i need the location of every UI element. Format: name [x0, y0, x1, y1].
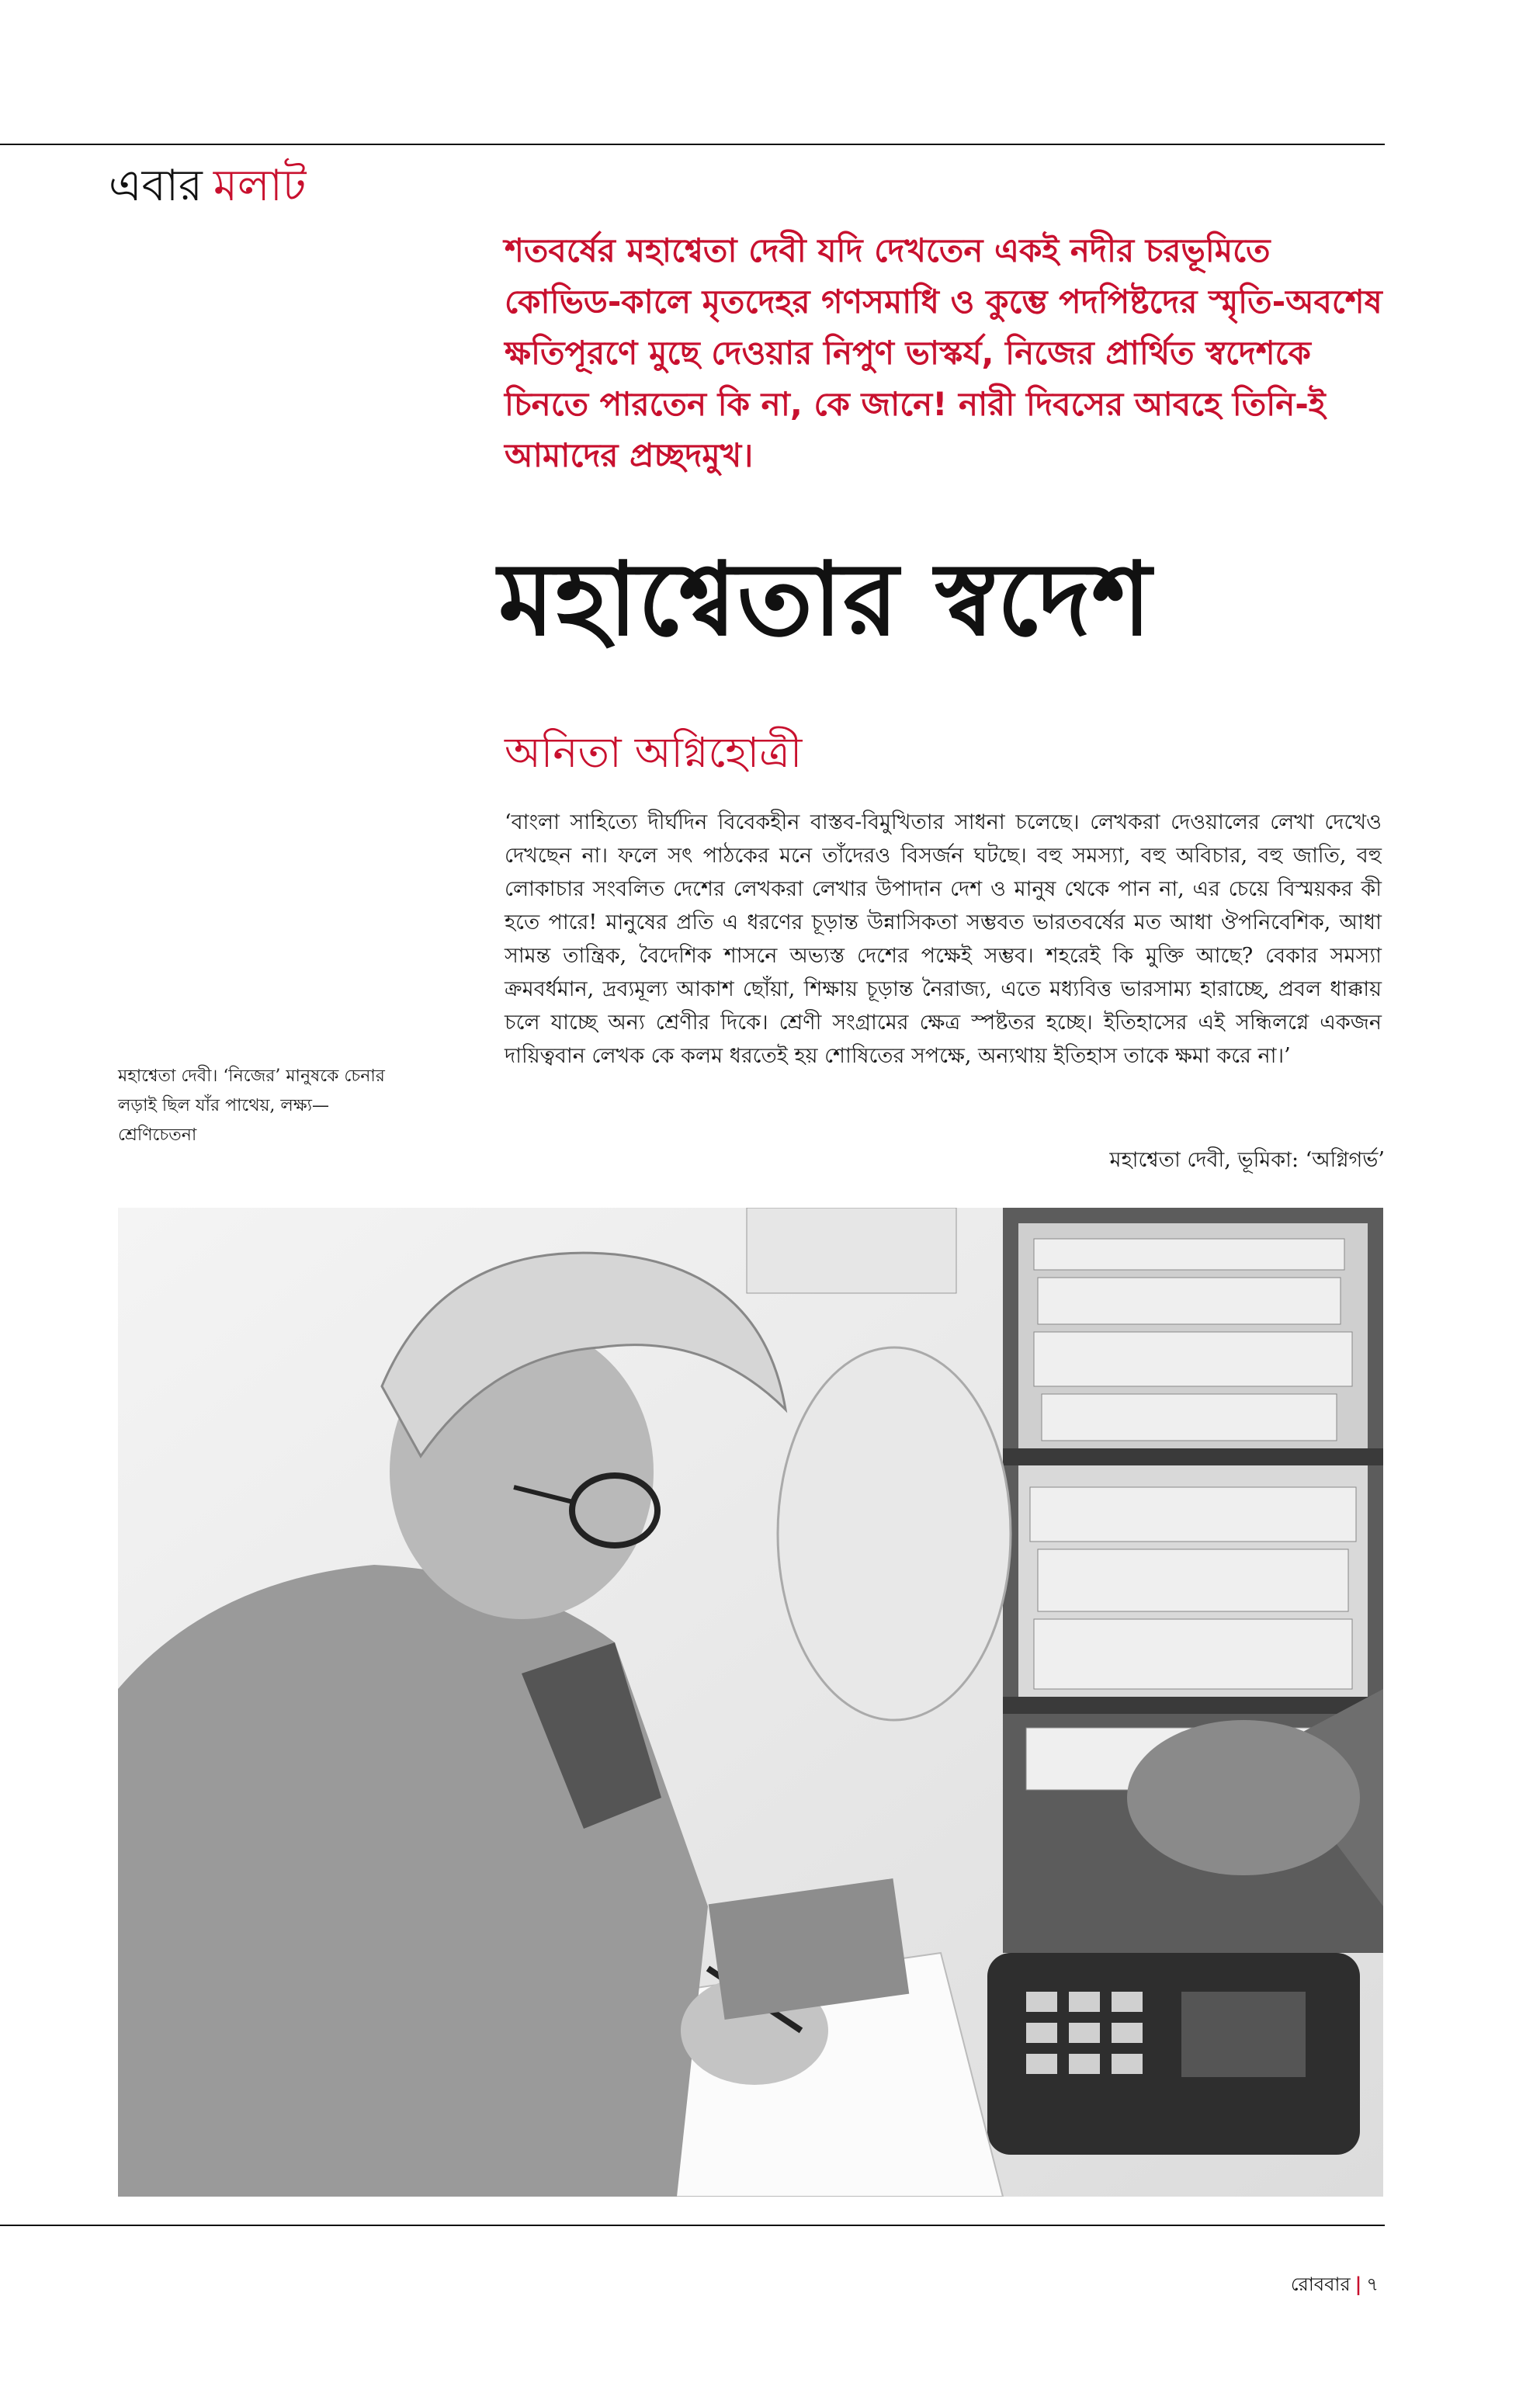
- bottom-rule: [0, 2225, 1385, 2226]
- photo-caption: মহাশ্বেতা দেবী। ‘নিজের’ মানুষকে চেনার লড়াই ছিল যাঁর পাথেয়, লক্ষ্য— শ্রেণিচেতনা: [118, 1066, 385, 1145]
- magazine-name: রোববার: [1290, 2273, 1351, 2295]
- page-folio: [1291, 2270, 1379, 2301]
- author-photo: [118, 1208, 1383, 2197]
- section-label: [109, 161, 307, 211]
- top-rule: [0, 144, 1385, 145]
- quote-source: মহাশ্বেতা দেবী, ভূমিকা: ‘অগ্নিগর্ভ’: [1109, 1148, 1385, 1172]
- standfirst: শতবর্ষের মহাশ্বেতা দেবী যদি দেখতেন একই নদীর চরভূমিতে কোভিড-কালে মৃতদেহর গণসমাধি ও কুম্ভে পদপিষ্টদের স্মৃতি-অবশেষ ক্ষতিপূরণে মুছে দেওয়ার নিপুণ ভাস্কর্য, নিজের প্রার্থিত স্বদেশকে চিনতে পারতেন কি না, কে জানে! নারী দিবসের আবহে তিনি-ই আমাদের প্রচ্ছদমুখ।: [505, 231, 1382, 474]
- page-number: ৭: [1366, 2273, 1379, 2295]
- section-name: মলাট: [213, 161, 307, 211]
- epigraph-quote: ‘বাংলা সাহিত্যে দীর্ঘদিন বিবেকহীন বাস্তব-বিমুখিতার সাধনা চলেছে। লেখকরা দেওয়ালের লেখা দেখেও দেখছেন না। ফলে সৎ পাঠকের মনে তাঁদেরও বিসর্জন ঘটছে। বহু সমস্যা, বহু অবিচার, বহু জাতি, বহু লোকাচার সংবলিত দেশের লেখকরা লেখার উপাদান দেশ ও মানুষ থেকে পান না, এর চেয়ে বিস্ময়কর কী হতে পারে! মানুষের প্রতি এ ধরণের চূড়ান্ত উন্নাসিকতা সম্ভবত ভারতবর্ষের মত আধা ঔপনিবেশিক, আধা সামন্ত তান্ত্রিক, বৈদেশিক শাসনে অভ্যস্ত দেশের পক্ষেই সম্ভব। শহরেই কি মুক্তি আছে? বেকার সমস্যা ক্রমবর্ধমান, দ্রব্যমূল্য আকাশ ছোঁয়া, শিক্ষায় চূড়ান্ত নৈরাজ্য, এতে মধ্যবিত্ত ভারসাম্য হারাচ্ছে, প্রবল ধাক্কায় চলে যাচ্ছে অন্য শ্রেণীর দিকে। শ্রেণী সংগ্রামের ক্ষেত্র স্পষ্টতর হচ্ছে। ইতিহাসের এই সন্ধিলগ্নে একজন দায়িত্ববান লেখক কে কলম ধরতেই হয় শোষিতের সপক্ষে, অন্যথায় ইতিহাস তাকে ক্ষমা করে না।’: [505, 810, 1382, 1068]
- byline: অনিতা অগ্নিহোত্রী: [505, 728, 803, 777]
- folio-separator: |: [1354, 2273, 1362, 2295]
- section-prefix: এবার: [109, 161, 203, 211]
- photo-illustration: [118, 1208, 1383, 2197]
- headline: মহাশ্বেতার স্বদেশ: [498, 539, 1153, 658]
